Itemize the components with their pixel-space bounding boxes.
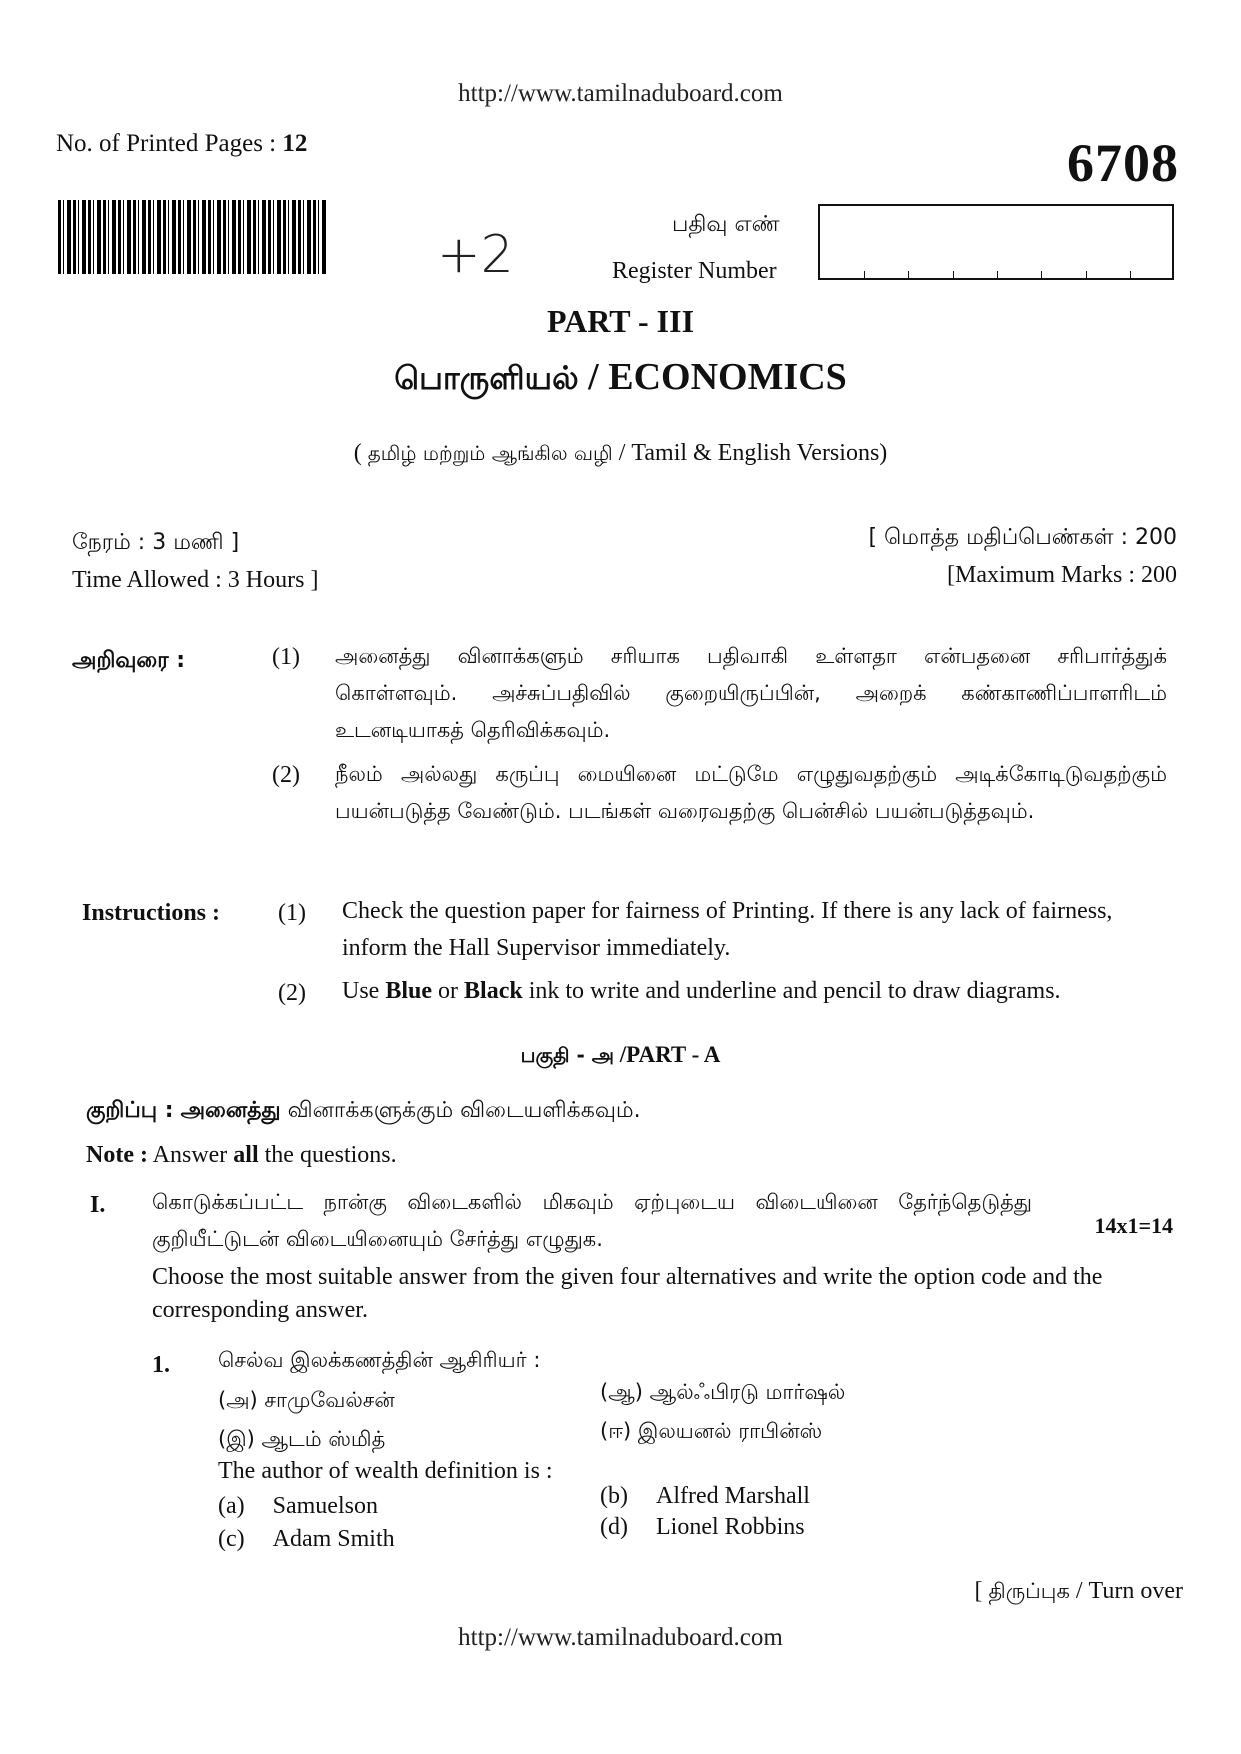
max-marks-ta: [ மொத்த மதிப்பெண்கள் : 200 (868, 525, 1177, 550)
turn-over (975, 1578, 1183, 1606)
part-a-heading-ta: பகுதி - அ (520, 1043, 615, 1067)
instructions-heading-en: Instructions : (82, 900, 221, 926)
note-ta-label: குறிப்பு : (86, 1098, 174, 1123)
instruction-en-2-blue: Blue (385, 978, 433, 1004)
note-en-bold: all (233, 1142, 259, 1168)
register-number-box[interactable] (818, 204, 1174, 280)
question-1-text-ta: செல்வ இலக்கணத்தின் ஆசிரியர் : (218, 1348, 541, 1372)
source-url-bottom[interactable]: http://www.tamilnaduboard.com (458, 1624, 783, 1651)
q1-option-ta-d-code: (ஈ) (600, 1419, 632, 1443)
instruction-en-2-pre: Use (342, 978, 386, 1004)
part-a-heading-sep: / (614, 1042, 627, 1067)
section-i-text-ta: கொடுக்கப்பட்ட நான்கு விடைகளில் மிகவும் ஏற்புடைய விடையினை தேர்ந்தெடுத்து குறியீட்டுடன் விடையினையும் சேர்த்து எழுதுக. (152, 1190, 1032, 1251)
section-i-number: I. (90, 1192, 106, 1218)
question-1-text-en: The author of wealth definition is : (218, 1458, 553, 1484)
instruction-en-2-num: (2) (278, 980, 306, 1006)
source-url-top[interactable]: http://www.tamilnaduboard.com (458, 80, 783, 107)
q1-option-ta-b-text: ஆல்ஃபிரடு மார்ஷல் (649, 1380, 846, 1404)
q1-option-en-b-text: Alfred Marshall (655, 1483, 810, 1509)
q1-option-en-a-text: Samuelson (272, 1493, 378, 1519)
versions-line (0, 440, 1241, 468)
part-a-heading (0, 1042, 1241, 1070)
q1-option-en-d-text: Lionel Robbins (655, 1514, 805, 1540)
q1-option-ta-c-code: (இ) (218, 1427, 255, 1451)
section-i-text-en: Choose the most suitable answer from the given four alternatives and write the option code and the corresponding answer. (152, 1264, 1103, 1323)
q1-option-ta-d[interactable] (600, 1419, 822, 1446)
q1-option-ta-c[interactable] (218, 1427, 385, 1454)
q1-option-ta-b[interactable] (600, 1380, 845, 1407)
printed-pages (56, 130, 307, 158)
subject-title-ta: பொருளியல் (394, 359, 579, 397)
q1-option-en-c[interactable] (218, 1526, 395, 1553)
section-i-marks: 14x1=14 (1094, 1213, 1173, 1238)
instruction-en-2-text (342, 973, 1182, 1010)
q1-option-en-c-code: (c) (218, 1526, 245, 1552)
max-marks-en: [Maximum Marks : 200 (947, 562, 1177, 588)
instruction-en-2-mid: or (432, 978, 465, 1004)
instruction-ta-2-num: (2) (272, 762, 300, 788)
time-allowed-ta: நேரம் : 3 மணி ] (72, 530, 240, 555)
note-en-pre: Answer (147, 1142, 234, 1168)
note-ta-bold: அனைத்து (180, 1098, 281, 1123)
q1-option-en-a-code: (a) (218, 1493, 245, 1519)
part-a-heading-en: PART - A (626, 1042, 721, 1067)
q1-option-ta-a-code: (அ) (218, 1388, 258, 1412)
turn-over-open: [ (974, 1578, 989, 1604)
note-ta (86, 1098, 641, 1126)
q1-option-ta-c-text: ஆடம் ஸ்மித் (261, 1427, 386, 1451)
q1-option-en-b-code: (b) (600, 1483, 628, 1509)
note-en (86, 1142, 397, 1169)
q1-option-ta-a-text: சாமுவேல்சன் (264, 1388, 395, 1412)
q1-option-en-d-code: (d) (600, 1514, 628, 1540)
q1-option-ta-b-code: (ஆ) (600, 1380, 643, 1404)
handwritten-mark: +2 (437, 225, 514, 285)
instruction-en-2-black: Black (464, 978, 523, 1004)
part-heading: PART - III (546, 303, 695, 339)
note-en-post: the questions. (258, 1142, 397, 1168)
q1-option-en-d[interactable] (600, 1514, 805, 1541)
instruction-ta-2-text: நீலம் அல்லது கருப்பு மையினை மட்டுமே எழுதுவதற்கும் அடிக்கோடிடுவதற்கும் பயன்படுத்த வேண்டும். படங்கள் வரைவதற்கு பென்சில் பயன்படுத்தவும். (335, 762, 1167, 823)
barcode-image (58, 200, 328, 274)
turn-over-ta: திருப்புக (988, 1579, 1070, 1603)
versions-en: / Tamil & English Versions) (612, 440, 888, 466)
question-1-number: 1. (152, 1352, 170, 1378)
printed-pages-value: 12 (282, 130, 308, 157)
register-number-label-en: Register Number (612, 258, 777, 284)
printed-pages-label: No. of Printed Pages : (56, 130, 277, 157)
paper-code: 6708 (1067, 133, 1179, 193)
instruction-en-1-text: Check the question paper for fairness of Printing. If there is any lack of fairness, inform the Hall Supervisor immediately. (342, 898, 1113, 961)
note-en-label: Note : (86, 1142, 148, 1168)
instruction-en-2-post: ink to write and underline and pencil to draw diagrams. (522, 978, 1061, 1004)
q1-option-en-a[interactable] (218, 1493, 378, 1520)
instructions-heading-ta: அறிவுரை : (72, 648, 186, 673)
instruction-en-1-num: (1) (278, 900, 306, 926)
subject-title-en: ECONOMICS (608, 356, 847, 398)
note-ta-rest: வினாக்களுக்கும் விடையளிக்கவும். (280, 1098, 641, 1123)
q1-option-en-c-text: Adam Smith (272, 1526, 395, 1552)
q1-option-en-b[interactable] (600, 1483, 810, 1510)
register-number-label-ta: பதிவு எண் (672, 212, 780, 237)
versions-ta: தமிழ் மற்றும் ஆங்கில வழி (367, 441, 613, 465)
instruction-ta-1-text: அனைத்து வினாக்களும் சரியாக பதிவாகி உள்ளதா என்பதனை சரிபார்த்துக் கொள்ளவும். அச்சுப்பதிவில் குறையிருப்பின், அறைக் கண்காணிப்பாளரிடம் உடனடியாகத் தெரிவிக்கவும். (335, 644, 1167, 742)
turn-over-en: / Turn over (1069, 1578, 1183, 1604)
versions-open: ( (353, 440, 368, 466)
subject-title (0, 355, 1241, 401)
time-allowed-en: Time Allowed : 3 Hours ] (72, 567, 319, 593)
q1-option-ta-a[interactable] (218, 1388, 395, 1415)
subject-title-sep: / (578, 356, 609, 398)
q1-option-ta-d-text: இலயனல் ராபின்ஸ் (637, 1419, 823, 1443)
instruction-ta-1-num: (1) (272, 644, 300, 670)
